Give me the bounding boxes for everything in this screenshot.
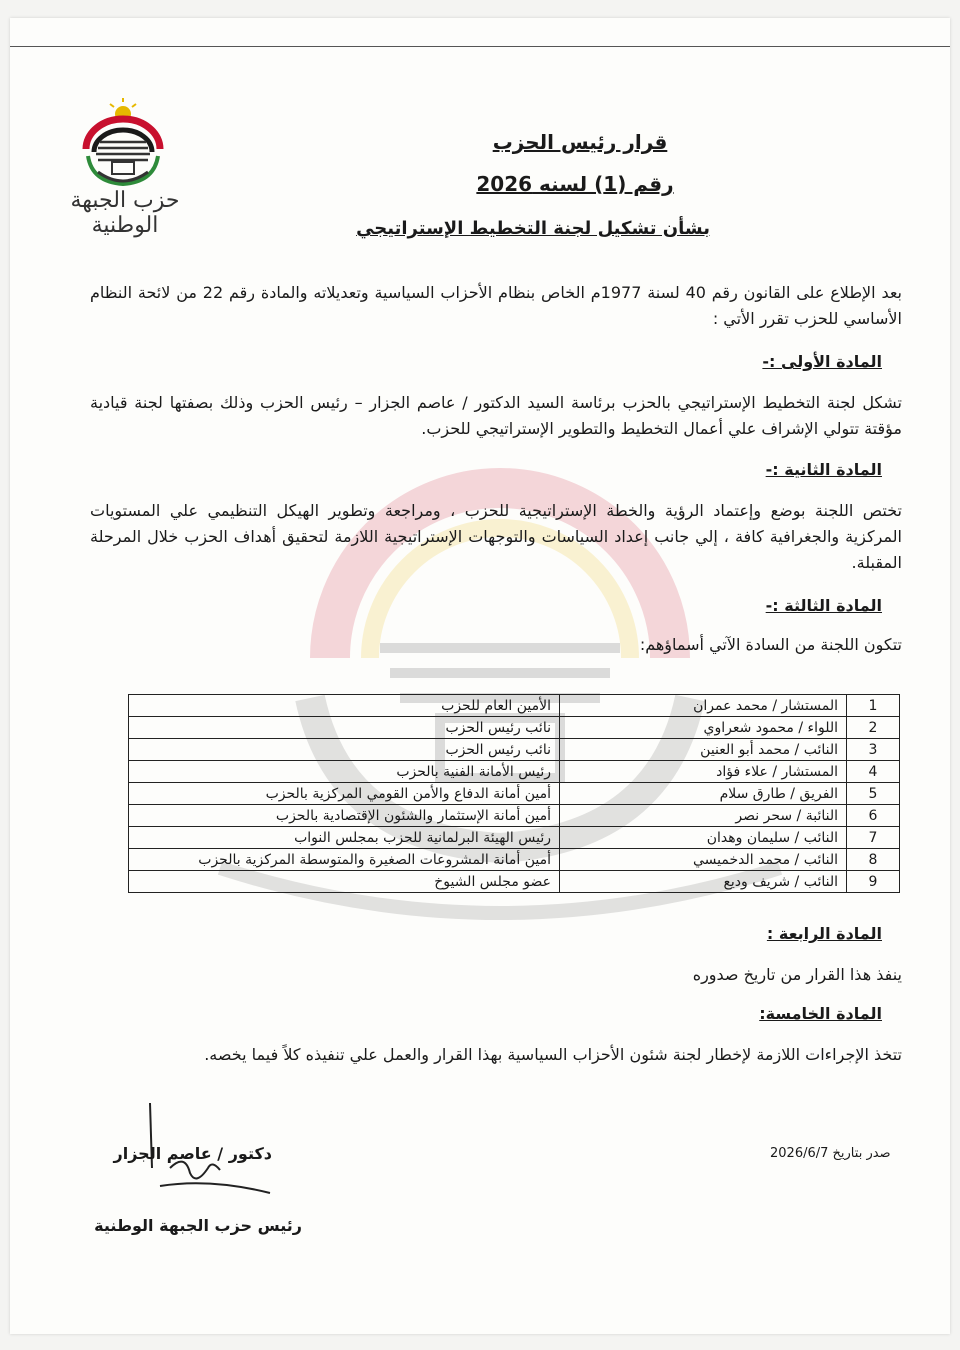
- table-row: [129, 827, 900, 849]
- article-4-heading: المادة الرابعة :: [766, 924, 882, 943]
- member-name: اللواء / محمود شعراوي: [560, 717, 847, 739]
- table-row: [129, 871, 900, 893]
- member-number: 8: [847, 849, 900, 871]
- table-row: [129, 761, 900, 783]
- member-name: النائبة / سحر نصر: [560, 805, 847, 827]
- decision-title: قرار رئيس الحزب: [492, 130, 668, 154]
- member-name: المستشار / علاء فؤاد: [560, 761, 847, 783]
- member-role: رئيس الأمانة الفنية بالحزب: [129, 761, 560, 783]
- member-number: 1: [847, 695, 900, 717]
- table-row: [129, 739, 900, 761]
- member-number: 7: [847, 827, 900, 849]
- member-role: عضو مجلس الشيوخ: [129, 871, 560, 893]
- issue-date: صدر بتاريخ 2026/6/7: [770, 1146, 891, 1161]
- decision-number: رقم (1) لسنه 2026: [476, 172, 674, 196]
- member-role: أمين أمانة الدفاع والأمن القومي المركزية بالحزب: [129, 783, 560, 805]
- top-rule: [10, 46, 950, 47]
- member-number: 5: [847, 783, 900, 805]
- signatory-title: رئيس حزب الجبهة الوطنية: [94, 1216, 302, 1235]
- member-number: 6: [847, 805, 900, 827]
- table-row: [129, 717, 900, 739]
- member-number: 3: [847, 739, 900, 761]
- member-number: 9: [847, 871, 900, 893]
- article-3-text: تتكون اللجنة من السادة الآتي أسماؤهم:: [639, 635, 902, 654]
- signatory-name: دكتور / عاصم الجزار: [113, 1144, 272, 1163]
- member-number: 4: [847, 761, 900, 783]
- table-row: [129, 849, 900, 871]
- table-row: [129, 695, 900, 717]
- member-number: 2: [847, 717, 900, 739]
- article-4-text: ينفذ هذا القرار من تاريخ صدوره: [692, 965, 902, 984]
- member-name: النائب / سليمان وهدان: [560, 827, 847, 849]
- article-1-heading: المادة الأولى :-: [762, 352, 882, 371]
- member-name: النائب / شريف وديع: [560, 871, 847, 893]
- table-row: [129, 805, 900, 827]
- member-role: نائب رئيس الحزب: [129, 739, 560, 761]
- article-5-heading: المادة الخامسة:: [759, 1004, 882, 1023]
- article-5-text: تتخذ الإجراءات اللازمة لإخطار لجنة شئون الأحزاب السياسية بهذا القرار والعمل علي تنفيذه كلاً فيما يخصه.: [204, 1045, 902, 1064]
- article-2-heading: المادة الثانية :-: [765, 460, 882, 479]
- document-page: [10, 18, 950, 1334]
- table-row: [129, 783, 900, 805]
- member-name: الفريق / طارق سلام: [560, 783, 847, 805]
- member-role: أمين أمانة المشروعات الصغيرة والمتوسطة المركزية بالحزب: [129, 849, 560, 871]
- member-name: النائب / محمد أبو العنين: [560, 739, 847, 761]
- member-name: المستشار / محمد عمران: [560, 695, 847, 717]
- member-role: رئيس الهيئة البرلمانية للحزب بمجلس النواب: [129, 827, 560, 849]
- member-role: نائب رئيس الحزب: [129, 717, 560, 739]
- logo-text: حزب الجبهة الوطنية: [70, 188, 180, 238]
- members-table: [128, 694, 900, 893]
- article-3-heading: المادة الثالثة :-: [765, 596, 882, 615]
- intro-paragraph: بعد الإطلاع على القانون رقم 40 لسنة 1977م الخاص بنظام الأحزاب السياسية وتعديلاته والمادة رقم 22 من لائحة النظام الأساسي للحزب تقرر الأتي :: [90, 283, 903, 328]
- member-name: النائب / محمد الدخميسي: [560, 849, 847, 871]
- member-role: أمين أمانة الإستثمار والشئون الإقتصادية بالحزب: [129, 805, 560, 827]
- member-role: الأمين العام للحزب: [129, 695, 560, 717]
- article-1-text: تشكل لجنة التخطيط الإستراتيجي بالحزب برئاسة السيد الدكتور / عاصم الجزار – رئيس الحزب وذلك بصفتها لجنة قيادية مؤقتة تتولي الإشراف علي أعمال التخطيط والتطوير الإستراتيجي للحزب.: [90, 393, 902, 438]
- decision-subject: بشأن تشكيل لجنة التخطيط الإستراتيجي: [356, 218, 710, 239]
- article-2-text: تختص اللجنة بوضع وإعتماد الرؤية والخطة الإستراتيجية للحزب ، ومراجعة وتطوير الهيكل التنظيمي علي المستويات المركزية والجغرافية كافة ، إلي جانب إعداد السياسات والتوجهات الإستراتيجية اللازمة لتحقيق أهداف الحزب خلال المرحلة المقبلة.: [90, 501, 902, 572]
